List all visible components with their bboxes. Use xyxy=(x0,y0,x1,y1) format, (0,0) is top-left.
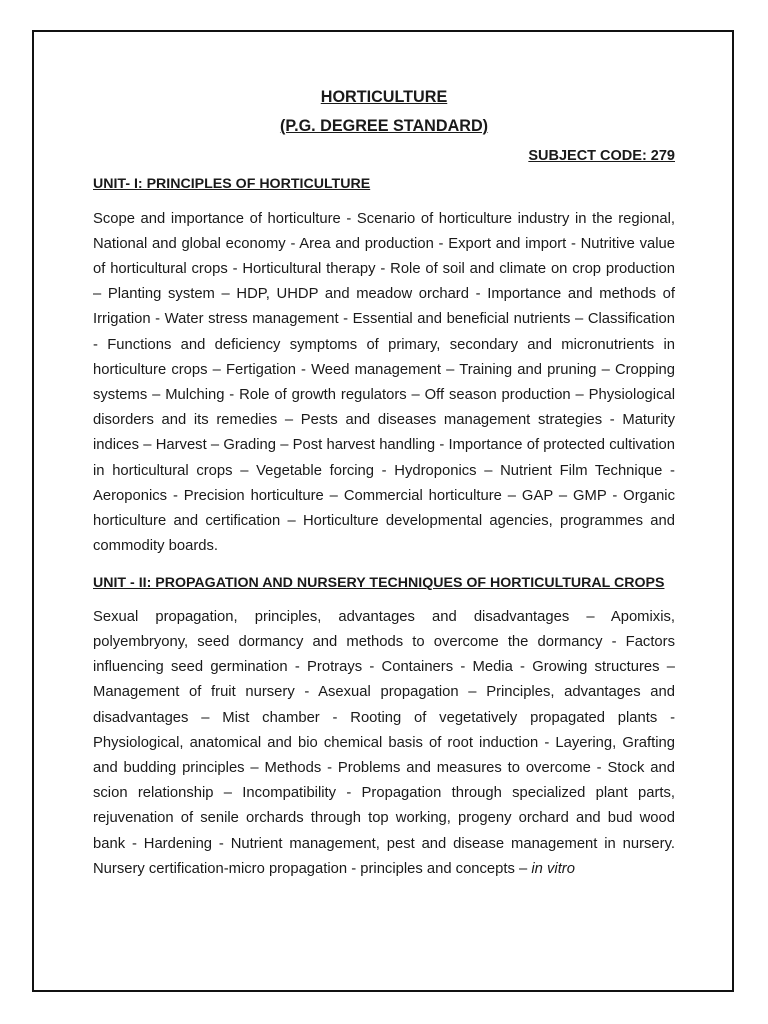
document-subtitle: (P.G. DEGREE STANDARD) xyxy=(279,117,489,135)
document-content xyxy=(93,86,675,882)
unit1-body: Scope and importance of horticulture - Scenario of horticulture industry in the regional, National and global economy - Area and production - Export and import - Nutritive value of horticultural crops - Horticultural therapy - Role of soil and climate on crop production – Planting system – HDP, UHDP and meadow orchard - Importance and methods of Irrigation - Water stress management - Essential and beneficial nutrients – Classification - Functions and deficiency symptoms of primary, secondary and micronutrients in horticulture crops – Fertigation - Weed management – Training and pruning – Cropping systems – Mulching - Role of growth regulators – Off season production – Physiological disorders and its remedies – Pests and diseases management strategies - Maturity indices – Harvest – Grading – Post harvest handling - Importance of protected cultivation in horticultural crops – Vegetable forcing - Hydroponics – Nutrient Film Technique - Aeroponics - Precision horticulture – Commercial horticulture – GAP – GMP - Organic horticulture and certification – Horticulture developmental agencies, programmes and commodity boards. xyxy=(93,210,675,555)
subject-code xyxy=(93,146,675,166)
unit1-heading: UNIT- I: PRINCIPLES OF HORTICULTURE xyxy=(93,176,371,192)
subject-code-text: SUBJECT CODE: 279 xyxy=(528,148,675,164)
unit2-body xyxy=(93,605,675,882)
unit2-heading: UNIT - II: PROPAGATION AND NURSERY TECHNIQUES OF HORTICULTURAL CROPS xyxy=(93,575,665,592)
document-title: HORTICULTURE xyxy=(320,88,448,106)
unit2-body-text: Sexual propagation, principles, advantages and disadvantages – Apomixis, polyembryony, seed dormancy and methods to overcome the dormancy - Factors influencing seed germination - Protrays - Containers - Media - Growing structures – Management of fruit nursery - Asexual propagation – Principles, advantages and disadvantages – Mist chamber - Rooting of vegetatively propagated plants - Physiological, anatomical and bio chemical basis of root induction - Layering, Grafting and budding principles – Methods - Problems and measures to overcome - Stock and scion relationship – Incompatibility - Propagation through specialized plant parts, rejuvenation of senile orchards through top working, progeny orchard and bud wood bank - Hardening - Nutrient management, pest and disease management in nursery. Nursery certification-micro propagation - principles and concepts – xyxy=(93,608,675,877)
unit2-body-italic-tail: in vitro xyxy=(531,860,575,877)
